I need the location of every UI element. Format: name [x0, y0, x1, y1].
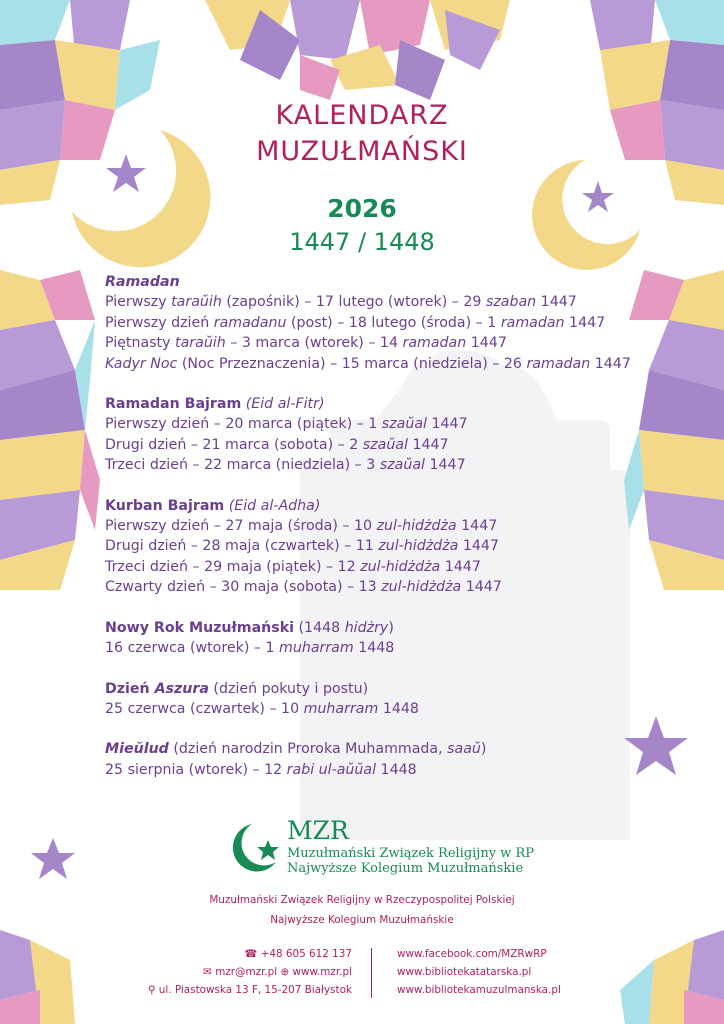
section-heading: [105, 739, 665, 759]
text-part: ramadanu: [213, 314, 287, 331]
text-part: 1448: [353, 640, 395, 657]
section-heading: [105, 496, 665, 516]
text-part: 1447: [424, 457, 466, 474]
text-part: zul-hidżdża: [378, 538, 459, 555]
text-part: 1447: [564, 314, 606, 331]
text-part: 1447: [407, 436, 449, 453]
text-part: ramadan: [526, 355, 591, 372]
star-icon: [31, 838, 75, 879]
text-part: Trzeci dzień – 29 maja (piątek) – 12: [105, 558, 361, 575]
location-pin-icon: ⚲: [147, 984, 156, 996]
heading-part: (Eid al-Adha): [224, 497, 321, 514]
list-item: [105, 435, 665, 455]
list-item: [105, 455, 665, 475]
text-part: 1447: [461, 579, 502, 596]
globe-icon: ⊕: [280, 966, 290, 978]
org-full-name: Muzułmański Związek Religijny w Rzeczypospolitej Polskiej: [209, 894, 515, 906]
list-item: [105, 414, 665, 434]
heading-part: ): [480, 741, 487, 758]
bottom-left-pattern: [0, 930, 75, 1024]
logo-line-1: Muzułmański Związek Religijny w RP: [287, 846, 534, 861]
text-part: szaŭal: [379, 457, 425, 474]
text-part: Pierwszy dzień – 27 maja (środa) – 10: [105, 518, 377, 535]
text-part: (zapośnik) – 17 lutego (wtorek) – 29: [221, 294, 486, 311]
heading-part: ): [388, 619, 394, 636]
mzr-logo-icon: [222, 822, 288, 872]
text-part: 16 czerwca (wtorek) – 1: [105, 640, 280, 657]
text-part: 25 sierpnia (wtorek) – 12: [105, 761, 287, 778]
website-link[interactable]: www.mzr.pl: [292, 966, 352, 978]
list-item: [105, 536, 665, 556]
heading-part: (1448: [294, 619, 345, 636]
phone-icon: ☎: [244, 948, 258, 960]
text-part: szaŭal: [362, 436, 408, 453]
text-part: 1447: [456, 518, 498, 535]
heading-main: Aszura: [154, 680, 209, 697]
text-part: 1447: [466, 335, 507, 352]
text-part: Pierwszy dzień: [105, 314, 214, 331]
text-part: muharram: [279, 640, 354, 657]
list-item: [105, 760, 665, 780]
list-item: [105, 354, 665, 374]
text-part: 1447: [536, 294, 577, 311]
heading-part: hidżry: [344, 619, 389, 636]
text-part: 25 czerwca (czwartek) – 10: [105, 700, 304, 717]
left-middle-pattern: [0, 270, 100, 590]
text-part: taraŭih: [171, 294, 222, 311]
divider: [371, 948, 372, 998]
heading-part: (Eid al-Fitr): [241, 396, 325, 413]
section-heading: [105, 394, 665, 414]
list-item: [105, 313, 665, 333]
heading-main: Kurban Bajram: [105, 497, 225, 514]
address-text: ul. Piastowska 13 F, 15-207 Białystok: [158, 984, 352, 996]
text-part: ramadan: [402, 335, 467, 352]
list-item: [105, 638, 665, 658]
logo-acronym: MZR: [287, 816, 349, 845]
text-part: Piętnasty: [105, 335, 176, 352]
text-part: Pierwszy dzień – 20 marca (piątek) – 1: [105, 416, 382, 433]
text-part: Kadyr Noc: [105, 355, 178, 372]
section: [105, 618, 665, 659]
phone-number[interactable]: +48 605 612 137: [260, 948, 352, 960]
heading-main: Nowy Rok Muzułmański: [105, 619, 295, 636]
heading-part: (dzień pokuty i postu): [208, 680, 369, 697]
text-part: muharram: [303, 700, 379, 717]
text-part: szaban: [485, 294, 537, 311]
text-part: 1447: [440, 558, 481, 575]
list-item: [105, 516, 665, 536]
title-line-2: MUZUŁMAŃSKI: [256, 136, 468, 167]
section: [105, 739, 665, 780]
hijri-years: 1447 / 1448: [289, 228, 435, 256]
text-part: 1448: [378, 700, 419, 717]
section-heading: [105, 618, 665, 638]
section: [105, 496, 665, 598]
text-part: szaŭal: [381, 416, 427, 433]
text-part: Pierwszy: [105, 294, 172, 311]
text-part: rabi ul-aŭŭal: [286, 761, 377, 778]
address-contact: [148, 984, 352, 996]
text-part: Drugi dzień – 28 maja (czwartek) – 11: [105, 538, 379, 555]
text-part: Drugi dzień – 21 marca (sobota) – 2: [105, 436, 363, 453]
text-part: taraŭih: [175, 335, 226, 352]
section: [105, 394, 665, 476]
section-heading: [105, 272, 665, 292]
heading-part: (dzień narodzin Proroka Muhammada,: [168, 741, 448, 758]
text-part: ramadan: [500, 314, 565, 331]
list-item: [105, 577, 665, 597]
text-part: zul-hidżdża: [381, 579, 462, 596]
title-line-1: KALENDARZ: [275, 100, 449, 131]
list-item: [105, 333, 665, 353]
text-part: zul-hidżdża: [376, 518, 457, 535]
section: [105, 679, 665, 720]
heading-main: Mieŭlud: [105, 741, 169, 758]
list-item: [105, 557, 665, 577]
text-part: Trzeci dzień – 22 marca (niedziela) – 3: [105, 457, 380, 474]
heading-main: Ramadan Bajram: [105, 396, 242, 413]
holiday-list: [105, 272, 665, 800]
biblioteka-tatarska-link[interactable]: www.bibliotekatatarska.pl: [397, 966, 532, 978]
text-part: 1447: [590, 355, 631, 372]
email-link[interactable]: mzr@mzr.pl: [215, 966, 278, 978]
biblioteka-muzulmanska-link[interactable]: www.bibliotekamuzulmanska.pl: [397, 984, 561, 996]
text-part: Czwarty dzień – 30 maja (sobota) – 13: [105, 579, 382, 596]
phone-contact: [244, 948, 352, 960]
text-part: (post) – 18 lutego (środa) – 1: [286, 314, 501, 331]
list-item: [105, 292, 665, 312]
logo-line-2: Najwyższe Kolegium Muzułmańskie: [287, 861, 524, 876]
heading-main: Ramadan: [105, 274, 180, 290]
heading-part: saaŭ: [447, 741, 481, 758]
facebook-link[interactable]: www.facebook.com/MZRwRP: [397, 948, 547, 960]
text-part: 1447: [426, 416, 468, 433]
text-part: zul-hidżdża: [360, 558, 441, 575]
gregorian-year: 2026: [327, 194, 397, 223]
top-pattern: [205, 0, 510, 100]
email-icon: ✉: [203, 966, 212, 978]
list-item: [105, 699, 665, 719]
text-part: (Noc Przeznaczenia) – 15 marca (niedziela) – 26: [177, 355, 527, 372]
text-part: 1447: [458, 538, 499, 555]
text-part: – 3 marca (wtorek) – 14: [225, 335, 403, 352]
bottom-right-pattern: [620, 930, 724, 1024]
org-subtitle: Najwyższe Kolegium Muzułmańskie: [270, 914, 454, 926]
heading-main: Dzień: [105, 680, 155, 697]
section: [105, 272, 665, 374]
text-part: 1448: [376, 761, 417, 778]
section-heading: [105, 679, 665, 699]
email-web-contact: [203, 966, 352, 978]
